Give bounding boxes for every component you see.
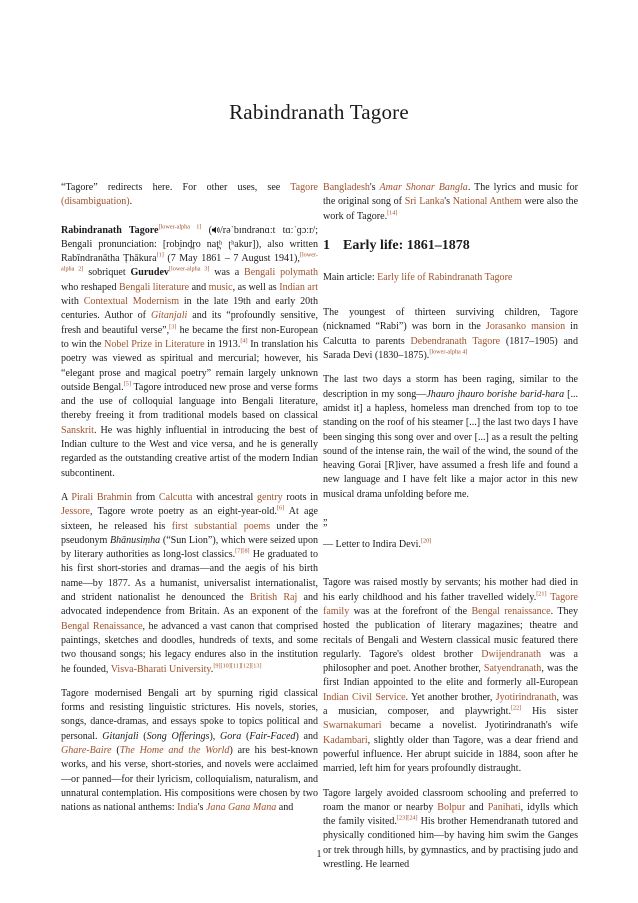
section-title: Early life: 1861–1878 — [343, 237, 470, 253]
link-debendranath[interactable]: Debendranath Tagore — [410, 335, 501, 347]
link-home-and-world[interactable]: The Home and the World — [119, 744, 230, 756]
footnote-ref[interactable]: [lower-alpha 2] — [61, 251, 318, 274]
link-indian-civil-service[interactable]: Indian Civil Service — [323, 691, 406, 703]
link-bolpur[interactable]: Bolpur — [437, 801, 466, 813]
pseudonym: Bhānusiṃha — [109, 534, 161, 546]
link-jyotirindranath[interactable]: Jyotirindranath — [495, 691, 557, 703]
link-british-raj[interactable]: British Raj — [249, 592, 298, 604]
footnote-ref[interactable]: [14] — [387, 209, 398, 217]
link-visva-bharati[interactable]: Visva-Bharati University — [110, 663, 211, 675]
link-amar-shonar-bangla[interactable]: Amar Shonar Bangla — [379, 182, 468, 193]
works-paragraph: Tagore modernised Bengali art by spurning rigid classical forms and resisting linguistic strictures. His novels, stories, songs, dance-dramas, and essays spoke to topics political and personal. Gitanjali (Song Offerings), Gora (Fair-Faced) and Ghare-Baire (The Home and the World) are his best-known works, and his verse, short-stories, and novels were acclaimed—or panned—for their lyricism, colloquialism, naturalism, and unnatural contemplation. His compositions were chosen by two nations as national anthems: India's Jana Gana Mana and — [61, 687, 319, 814]
main-article-link[interactable]: Early life of Rabindranath Tagore — [377, 271, 513, 283]
footnote-ref[interactable]: [23][24] — [396, 814, 418, 822]
origins-paragraph: A Pirali Brahmin from Calcutta with ancestral gentry roots in Jessore, Tagore wrote poetry as an eight-year-old.[6] At age sixteen, he released his first substantial poems under the pseudonym Bhānusiṃha (“Sun Lion”), which were seized upon by literary authorities as long-lost classics.[7][8] He graduated to his first short-stories and dramas—and the aegis of his birth name—by 1877. As a humanist, universalist internationalist, and strident nationalist he denounced the British Raj and advocated independence from Britain. As an exponent of the Bengal Renaissance, he advanced a vast canon that comprised paintings, sketches and doodles, hundreds of texts, and some two thousand songs; his legacy endures also in the institution he founded, Visva-Bharati University.[9][10][11][12][13] — [61, 491, 318, 675]
link-bengali-literature[interactable]: Bengali literature — [119, 281, 190, 293]
footnote-ref[interactable]: [20] — [420, 537, 432, 545]
link-nobel-prize[interactable]: Nobel Prize in Literature — [104, 338, 205, 350]
speaker-icon[interactable] — [212, 225, 220, 233]
link-jessore[interactable]: Jessore — [61, 506, 91, 518]
schooling-paragraph: Tagore largely avoided classroom schooling and preferred to roam the manor or nearby Bolpur and Panihati, idylls which the family visited.[23][24] His brother Hemendranath tutored and physically conditioned him—by having him swim the Ganges or trek through hills, by gymnastics, and by practising judo and wrestling. He learned — [323, 787, 579, 870]
footnote-ref[interactable]: [1] — [156, 251, 164, 259]
link-ghare-baire[interactable]: Ghare-Baire — [61, 744, 112, 756]
link-calcutta[interactable]: Calcutta — [158, 491, 193, 503]
link-india[interactable]: India — [177, 802, 198, 814]
sobriquet: Gurudev — [130, 267, 169, 279]
footnote-ref[interactable]: [3] — [169, 323, 177, 331]
link-jorasanko[interactable]: Jorasanko mansion — [485, 321, 566, 333]
footnote-ref[interactable]: [21] — [536, 590, 547, 598]
footnote-ref[interactable]: [4] — [240, 337, 248, 345]
link-tagore-family[interactable]: Tagore family — [323, 591, 578, 617]
section-number: 1 — [323, 237, 330, 253]
work-title: Song Offerings — [146, 730, 210, 742]
page-title: Rabindranath Tagore — [229, 100, 409, 124]
link-contextual-modernism[interactable]: Contextual Modernism — [83, 296, 180, 308]
birth-paragraph: The youngest of thirteen surviving children, Tagore (nicknamed “Rabi”) was born in the Jorasanko mansion in Calcutta to parents Debendranath Tagore (1817–1905) and Sarada Devi (1830–1875).[lower-alpha 4] — [323, 307, 578, 362]
link-panihati[interactable]: Panihati — [487, 801, 521, 813]
family-paragraph: Tagore was raised mostly by servants; his mother had died in his early childhood and his father travelled widely.[21] Tagore family was at the forefront of the Bengal renaissance. They hosted the publication of literary magazines; theatre and recitals of Bengali and Western classical music featured there regularly. Tagore's oldest brother Dwijendranath was a philosopher and poet. Another brother, Satyendranath, was the first Indian appointed to the elite and formerly all-European Indian Civil Service. Yet another brother, Jyotirindranath, was a musician, composer, and playwright.[22] His sister Swarnakumari became a novelist. Jyotirindranath's wife Kadambari, slightly older than Tagore, was a dear friend and powerful influence. Her abrupt suicide in 1884, soon after he married, left him for years profoundly distraught. — [323, 577, 578, 775]
link-gentry[interactable]: gentry — [257, 491, 283, 503]
work-title: Fair-Faced — [249, 730, 296, 742]
work-title: Gora — [220, 730, 242, 742]
anthem-paragraph: Bangladesh's Amar Shonar Bangla. The lyrics and music for the original song of Sri Lanka's National Anthem were also the work of Tagore.[14] — [323, 182, 579, 222]
section-heading — [323, 237, 578, 255]
right-column — [323, 181, 578, 882]
link-pirali-brahmin[interactable]: Pirali Brahmin — [71, 491, 133, 503]
quote-block: The last two days a storm has been raging, similar to the description in my song—Jhauro jhauro borishe barid-hara [... amidst it] a hapless, homeless man drenched from top to toe standing on the roof of his steamer [...] the last two days I have been singing this song over and over [...] as a result the pelting sound of the intense rain, the wail of the wind, the sound of the heaving Gorai [R]iver, have assumed a fresh life and found a new language and I have felt like a major actor in this new musical drama unfolding before me. — [323, 374, 578, 500]
link-bengali[interactable]: Bengali — [244, 267, 276, 279]
main-article-note: Main article: Early life of Rabindranath Tagore — [323, 271, 513, 283]
link-national-anthem[interactable]: National Anthem — [452, 196, 522, 208]
link-first-poems[interactable]: first substantial poems — [171, 520, 270, 532]
disambiguation-link[interactable]: Tagore (disambiguation) — [61, 182, 318, 208]
link-swarnakumari[interactable]: Swarnakumari — [323, 720, 382, 732]
footnote-ref[interactable]: [6] — [276, 504, 285, 512]
footnote-ref[interactable]: [lower-alpha 4] — [429, 348, 468, 356]
hatnote: “Tagore” redirects here. For other uses, see Tagore (disambiguation). — [61, 182, 318, 208]
link-satyendranath[interactable]: Satyendranath — [483, 663, 542, 675]
link-kadambari[interactable]: Kadambari — [323, 734, 368, 746]
page-number: 1 — [316, 849, 322, 860]
link-jana-gana-mana[interactable]: Jana Gana Mana — [205, 802, 277, 814]
footnote-ref[interactable]: [9][10][11][12][13] — [213, 662, 262, 670]
link-gitanjali[interactable]: Gitanjali — [151, 310, 188, 322]
intro-paragraph: Rabindranath Tagore[lower-alpha 1] ( /rəˈbɪndrənɑːt tɑːˈɡɔːr/; Bengali pronunciation: [rob͈ind̪ro nat̪ʰ ʈʰakur]), also written Rabīndranātha Ṭhākura[1] (7 May 1861 – 7 August 1941),[lower-alpha 2] sobriquet Gurudev[lower-alpha 3] was a Bengali polymath who reshaped Bengali literature and music, as well as Indian art with Contextual Modernism in the late 19th and early 20th centuries. Author of Gitanjali and its “profoundly sensitive, fresh and beautiful verse”,[3] he became the first non-European to win the Nobel Prize in Literature in 1913.[4] In translation his poetry was viewed as spiritual and mercurial; however, his “elegant prose and magical poetry” remain largely unknown outside Bengal.[5] Tagore introduced new prose and verse forms and the use of colloquial language into Bengali literature, thereby freeing it from traditional models based on classical Sanskrit. He was highly influential in introducing the best of Indian culture to the West and vice versa, and he is generally regarded as the outstanding creative artist of the modern Indian subcontinent. — [61, 223, 319, 479]
footnote-ref[interactable]: [5] — [123, 380, 131, 388]
link-sanskrit[interactable]: Sanskrit — [61, 424, 94, 436]
link-indian-art[interactable]: Indian art — [279, 281, 319, 293]
footnote-ref[interactable]: [7][8] — [235, 547, 250, 555]
link-bangladesh[interactable]: Bangladesh — [323, 182, 370, 193]
quote-mark: „ — [323, 512, 328, 524]
link-polymath[interactable]: polymath — [280, 267, 319, 279]
link-dwijendranath[interactable]: Dwijendranath — [481, 648, 541, 660]
work-title: Gitanjali — [102, 730, 139, 742]
link-sri-lanka[interactable]: Sri Lanka — [404, 196, 445, 208]
footnote-ref[interactable]: [lower-alpha 3] — [168, 266, 210, 274]
link-music[interactable]: music — [208, 281, 233, 293]
quote-mark: ” — [323, 523, 328, 535]
link-bengal-renaissance[interactable]: Bengal renaissance — [471, 605, 551, 617]
left-column — [61, 181, 318, 825]
footnote-ref[interactable]: [22] — [511, 704, 522, 712]
link-bengal-renaissance[interactable]: Bengal Renaissance — [61, 620, 143, 632]
subject-name: Rabindranath Tagore — [61, 224, 159, 236]
footnote-ref[interactable]: [lower-alpha 1] — [158, 223, 202, 231]
quote-attribution: — Letter to Indira Devi.[20] — [323, 537, 432, 551]
song-title: Jhauro jhauro borishe barid-hara — [426, 388, 565, 400]
